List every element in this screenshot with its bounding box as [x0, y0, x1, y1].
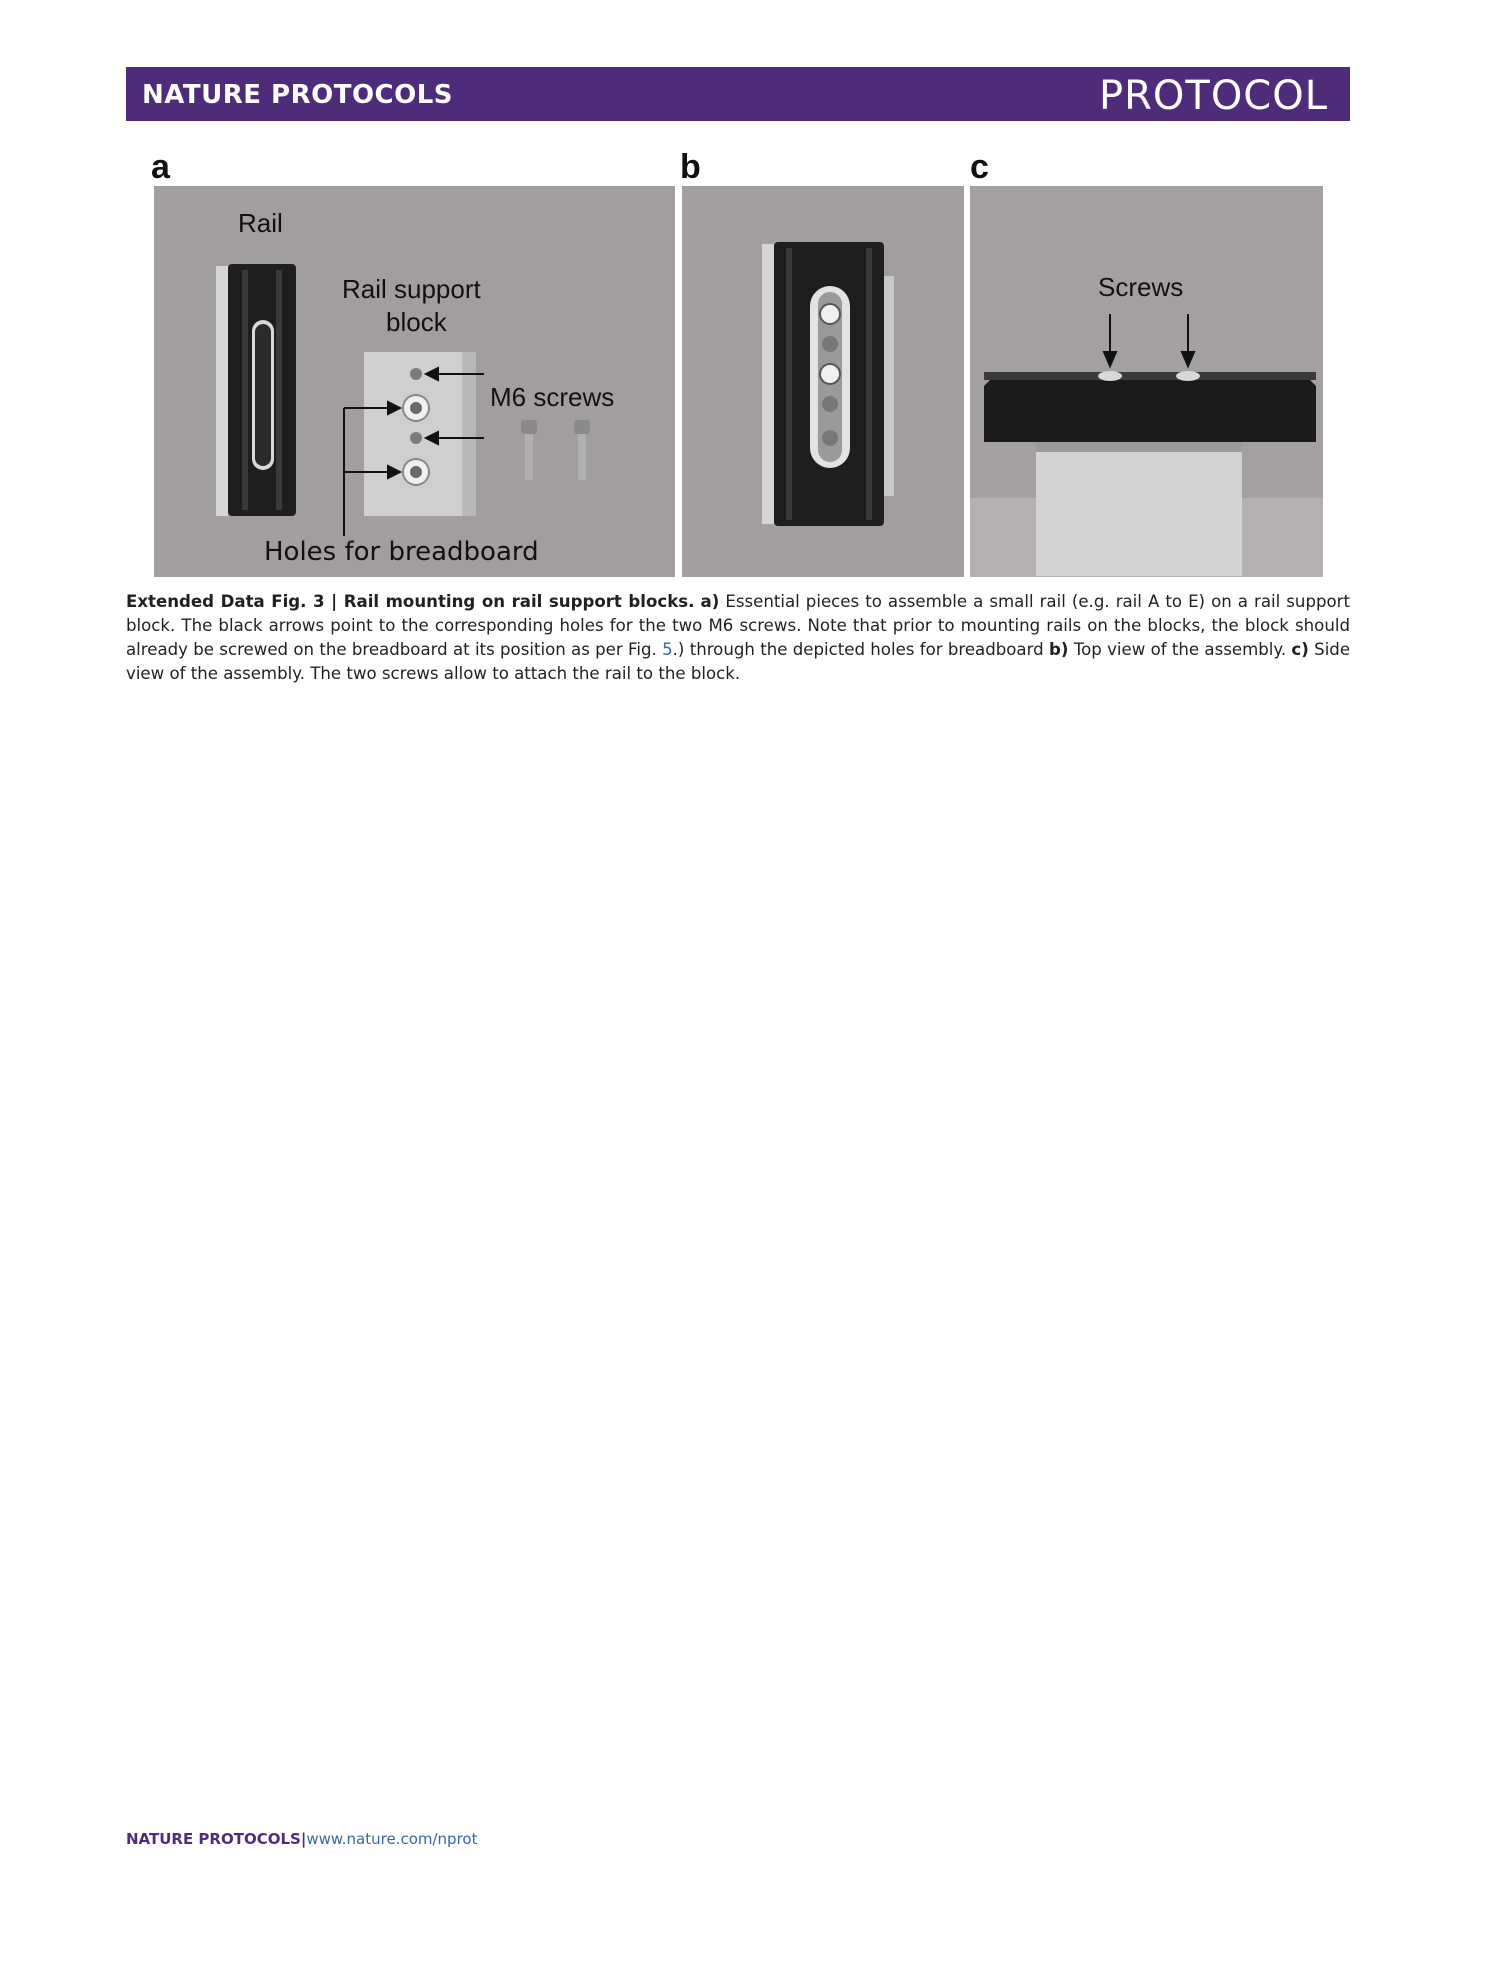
panel-label-b: b — [680, 148, 701, 186]
footer-url-link[interactable]: www.nature.com/nprot — [306, 1830, 478, 1848]
caption-b-label: b) — [1048, 640, 1069, 659]
caption-a-text: Essential pieces to assemble a small rail (e.g. rail A to E) on a rail support block. The black arrows point to the corresponding holes for the two M6 screws. Note that prior to mounting rails on the blocks, the block should already be screwed on the breadboard at its position as per Fig. — [126, 592, 1350, 659]
panel-a-photo — [154, 186, 675, 577]
article-type: PROTOCOL — [1098, 73, 1328, 119]
caption-a-label: a) — [700, 592, 720, 611]
figure-caption — [126, 590, 1350, 686]
footer-separator: | — [300, 1830, 307, 1848]
figure-panel-a — [154, 186, 675, 577]
rail-image — [216, 264, 296, 516]
label-rail-support: Rail support — [342, 274, 481, 304]
caption-c-text: Side view of the assembly. The two screws allow to attach the rail to the block. — [126, 640, 1351, 683]
panel-c-photo — [970, 186, 1323, 577]
label-block: block — [386, 307, 447, 337]
label-screws: Screws — [1098, 272, 1184, 302]
panel-label-c: c — [970, 148, 989, 186]
label-rail: Rail — [238, 208, 283, 238]
label-holes-for-breadboard: Holes for breadboard — [264, 537, 539, 567]
figure-panel-b — [682, 186, 964, 577]
figure-reference-link[interactable]: 5 — [662, 640, 673, 659]
caption-title: Extended Data Fig. 3 | Rail mounting on rail support blocks. — [126, 592, 695, 611]
caption-c-label: c) — [1291, 640, 1309, 659]
caption-a-text-end: .) through the depicted holes for breadboard — [672, 640, 1044, 659]
rail-support-block-image — [364, 352, 476, 516]
journal-header — [126, 67, 1350, 121]
label-m6-screws: M6 screws — [490, 382, 615, 412]
panel-label-a: a — [151, 148, 170, 186]
panel-b-photo — [682, 186, 964, 577]
page-footer — [126, 1830, 477, 1848]
journal-name: NATURE PROTOCOLS — [142, 80, 454, 110]
caption-b-text: Top view of the assembly. — [1073, 640, 1287, 659]
figure-panel-c — [970, 186, 1323, 577]
footer-journal: NATURE PROTOCOLS — [126, 1830, 301, 1848]
